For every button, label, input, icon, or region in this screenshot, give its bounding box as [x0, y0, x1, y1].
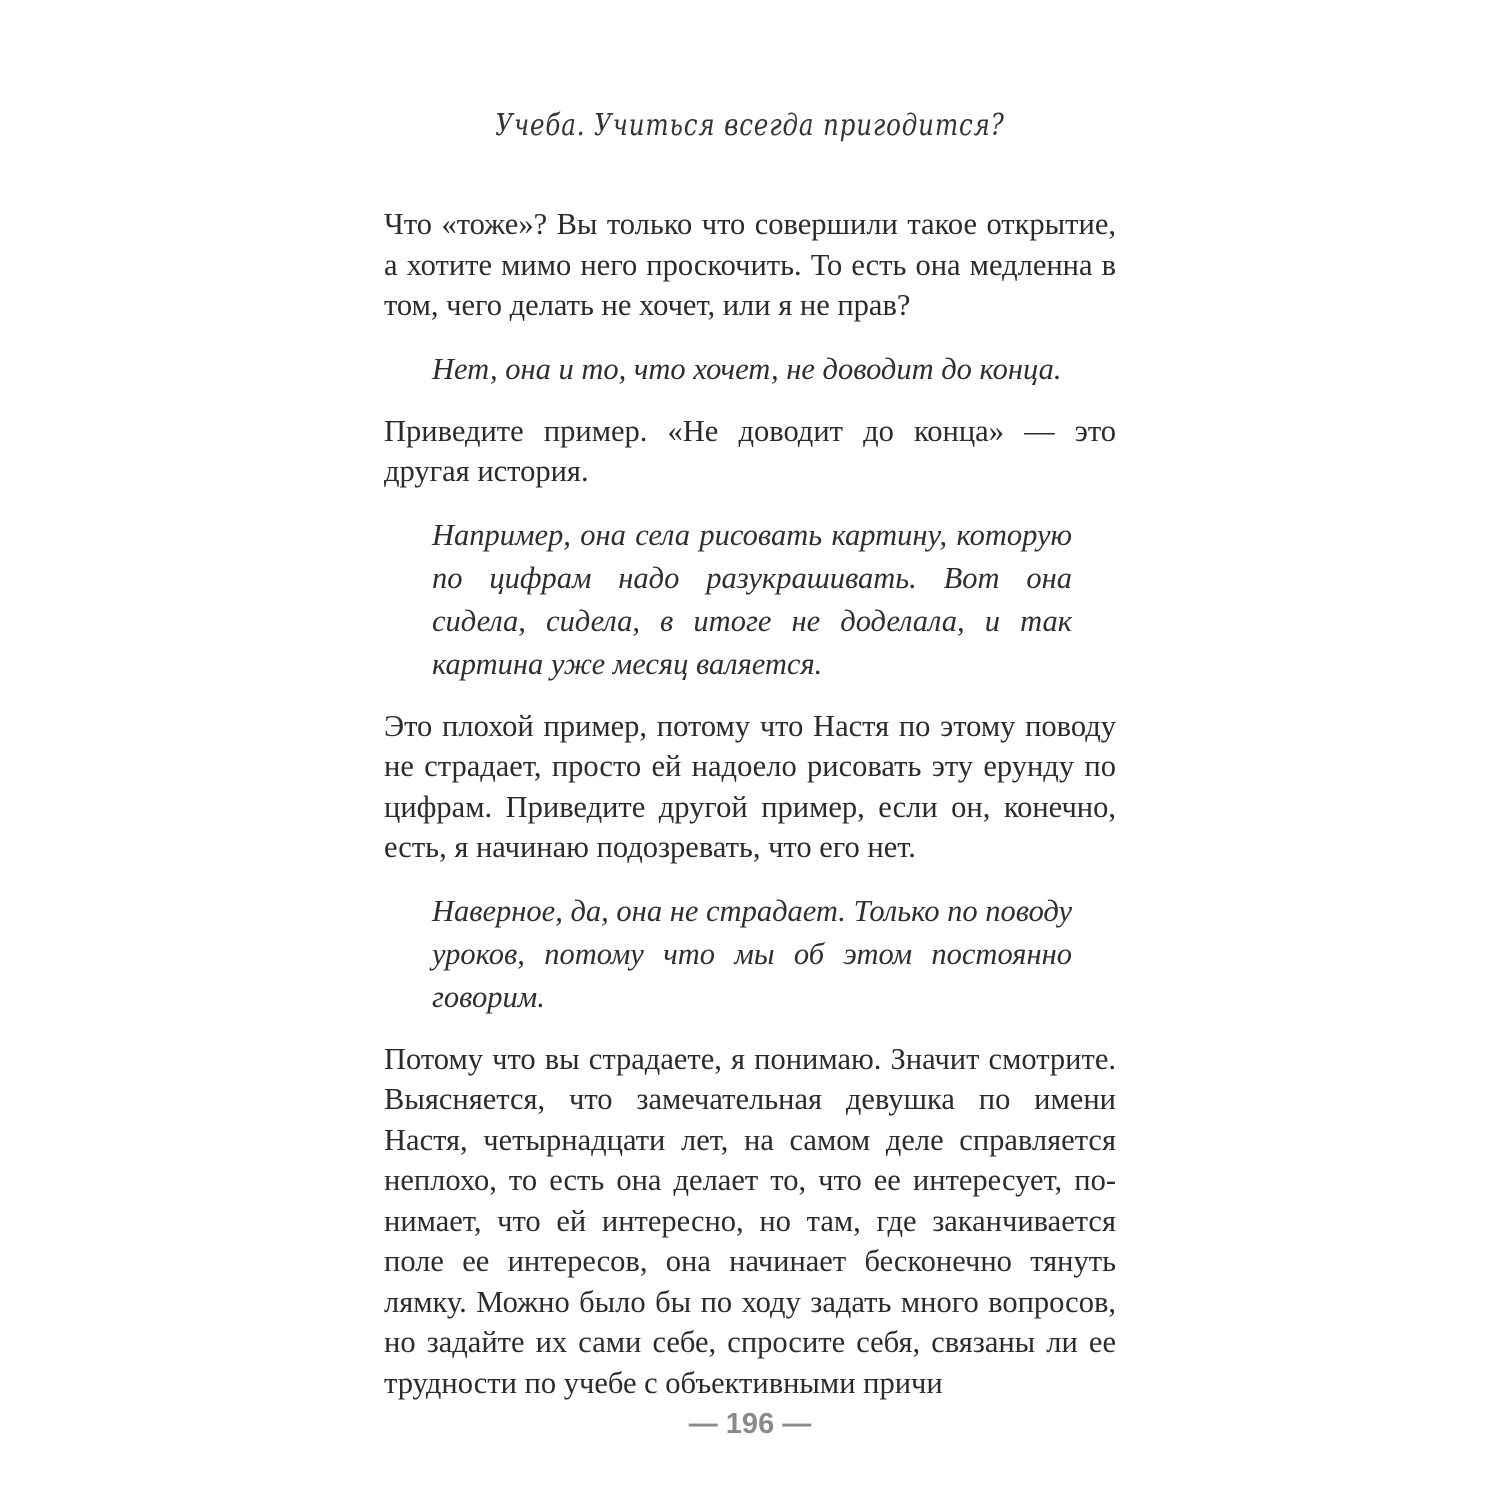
- paragraph-narration-2: Приведите пример. «Не доводит до конца» — это другая история.: [384, 413, 1116, 488]
- body-text: [384, 204, 1116, 1425]
- running-header: Учеба. Учиться всегда пригодится?: [495, 108, 1005, 143]
- paragraph-narration-4: Потому что вы страдаете, я понимаю. Значит смотрите. Выясняется, что замечательная девушка по имени Настя, четырнадцати лет, на самом деле справляется неплохо, то есть она делает то, что ее интересует, понимает, что ей интересно, но там, где заканчивается поле ее интересов, она начинает бесконечно тянуть лямку. Можно было бы по ходу задать много вопросов, но задайте их сами себе, спросите себя, связаны ли ее трудности по учебе с объективными причи: [384, 1041, 1116, 1400]
- paragraph-narration-3: Это плохой пример, потому что Настя по этому поводу не страдает, просто ей надоело рисовать эту ерунду по цифрам. Приведите другой пример, если он, конечно, есть, я начинаю подозревать, что его нет.: [384, 708, 1116, 864]
- paragraph-narration-1: Что «тоже»? Вы только что совершили такое открытие, а хотите мимо него проскочить. То есть она медленна в том, чего делать не хочет, или я не прав?: [384, 207, 1116, 322]
- paragraph-reply-2: Например, она села рисовать картину, которую по цифрам надо разукрашивать. Вот она сидела, сидела, в итоге не доделала, и так картина уже месяц валяется.: [432, 517, 1072, 681]
- paragraph-reply-1: Нет, она и то, что хочет, не доводит до конца.: [432, 351, 1062, 386]
- paragraph-reply-3: Наверное, да, она не страдает. Только по поводу уроков, потому что мы об этом постоянно говорим.: [432, 893, 1072, 1014]
- page-number: — 196 —: [688, 1408, 812, 1440]
